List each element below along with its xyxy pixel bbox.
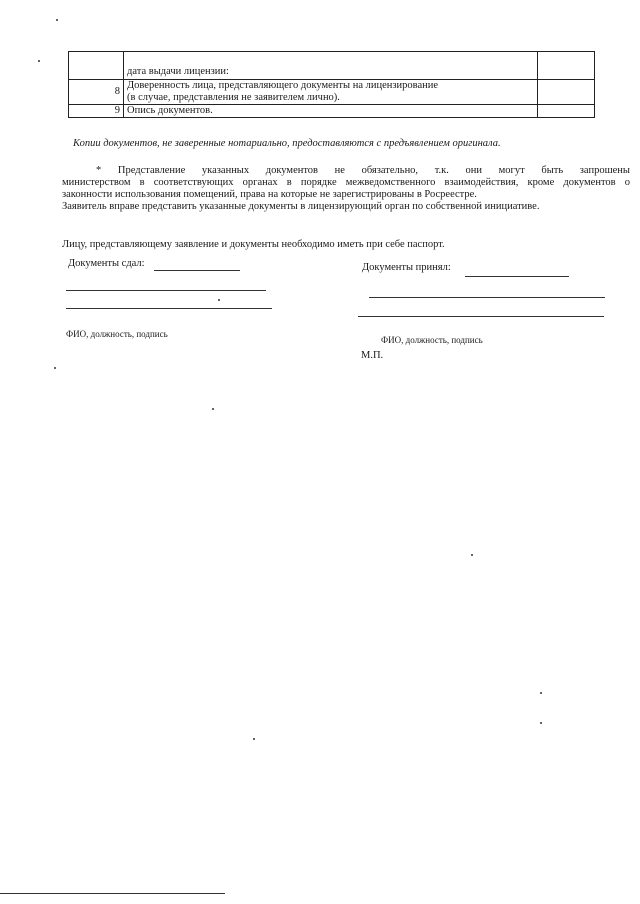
copies-note: Копии документов, не заверенные нотариально, предоставляются с предъявлением оригинала. <box>73 138 501 149</box>
scan-speck <box>253 738 255 740</box>
row-text-line: Опись документов. <box>127 105 213 116</box>
footnote <box>62 165 630 213</box>
row-text <box>124 52 538 80</box>
table-row <box>69 80 595 105</box>
row-text-line: дата выдачи лицензии: <box>127 66 229 77</box>
scan-speck <box>54 367 56 369</box>
scan-speck <box>540 692 542 694</box>
submitted-label: Документы сдал: <box>68 258 145 269</box>
bottom-edge-line <box>0 893 225 894</box>
scan-speck <box>471 554 473 556</box>
table-row <box>69 105 595 118</box>
accepted-name-line <box>465 276 569 277</box>
row-number: 8 <box>69 80 124 105</box>
accepted-signature-line <box>358 316 604 317</box>
scan-speck <box>38 60 40 62</box>
row-text <box>124 105 538 118</box>
row-number: 9 <box>69 105 124 118</box>
scan-speck <box>56 19 58 21</box>
row-text <box>124 80 538 105</box>
scan-speck <box>212 408 214 410</box>
documents-table <box>68 51 595 118</box>
scan-speck <box>218 299 220 301</box>
submitted-signature-line <box>66 308 272 309</box>
accepted-caption: ФИО, должность, подпись <box>381 335 483 345</box>
row-mark-cell <box>538 52 595 80</box>
passport-note: Лицу, представляющему заявление и документы необходимо иметь при себе паспорт. <box>62 239 445 250</box>
row-mark-cell <box>538 105 595 118</box>
table-row <box>69 52 595 80</box>
submitted-caption: ФИО, должность, подпись <box>66 329 168 339</box>
submitted-name-line <box>154 270 240 271</box>
submitted-signature-line <box>66 290 266 291</box>
footnote-line: министерством в соответствующих органах в порядке межведомственного взаимодействия, кроме документов о <box>62 177 630 188</box>
footnote-line: * Представление указанных документов не обязательно, т.к. они могут быть запрошены <box>96 165 630 176</box>
row-text-line: Доверенность лица, представляющего документы на лицензирование <box>127 80 439 91</box>
scan-speck <box>540 722 542 724</box>
footnote-line: законности использования помещений, права на которые не зарегистрированы в Росреестре. <box>62 189 477 200</box>
footnote-line: Заявитель вправе представить указанные документы в лицензирующий орган по собственной инициативе. <box>62 201 540 212</box>
accepted-label: Документы принял: <box>362 262 451 273</box>
stamp-label: М.П. <box>361 350 384 361</box>
row-number <box>69 52 124 80</box>
accepted-signature-line <box>369 297 605 298</box>
row-text-line: (в случае, представления не заявителем лично). <box>127 92 340 103</box>
row-mark-cell <box>538 80 595 105</box>
